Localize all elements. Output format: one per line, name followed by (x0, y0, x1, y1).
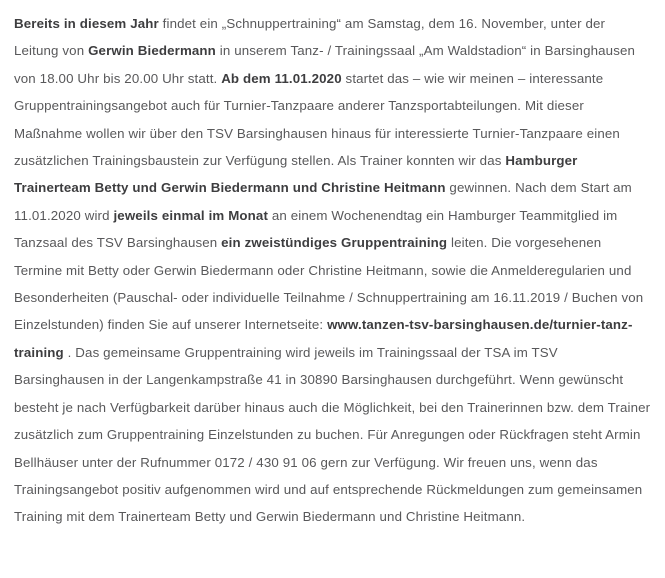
emphasis-text: jeweils einmal im Monat (113, 207, 269, 223)
emphasis-text: Gerwin Biedermann (88, 43, 216, 59)
body-text: startet das – wie wir meinen – interessante Gruppentrainingsangebot auch für Turnier-Tanzpaare anderer Tanzsportabteilungen. Mit dieser Maßnahme wollen wir über den TSV Barsinghausen hinaus für interessierte Turnier-Tanzpaare einen zusätzlichen Trainingsbaustein zur Verfügung stellen. Als Trainer konnten wir das (14, 70, 620, 169)
body-text: in unserem Tanz- / Trainingssaal „Am Waldstadion“ in Barsinghausen von 18.00 Uhr bis 20.00 Uhr statt. (14, 43, 636, 86)
body-text: gewinnen. Nach dem Start am 11.01.2020 wird (14, 180, 632, 223)
body-text: findet ein „Schnuppertraining“ am Samstag, dem 16. November, unter der Leitung von (14, 16, 606, 59)
emphasis-text: ein zweistündiges Gruppentraining (221, 235, 448, 251)
body-text: leiten. Die vorgesehenen Termine mit Betty oder Gerwin Biedermann oder Christine Heitmann, sowie die Anmelderegularien und Besonderheiten (Pauschal- oder individuelle Teilnahme / Schnuppertraining am 16.11.2019 / Buchen von Einzelstunden) finden Sie auf unserer Internetseite: (14, 235, 644, 333)
emphasis-text: Hamburger Trainerteam Betty und Gerwin Biedermann und Christine Heitmann (14, 153, 578, 196)
emphasis-text: Ab dem 11.01.2020 (221, 70, 342, 86)
announcement-paragraph (14, 10, 651, 531)
emphasis-text: www.tanzen-tsv-barsinghausen.de/turnier-tanz-training (14, 317, 633, 360)
body-text: an einem Wochenendtag ein Hamburger Teammitglied im Tanzsaal des TSV Barsinghausen (14, 207, 618, 251)
emphasis-text: Bereits in diesem Jahr (14, 16, 159, 31)
body-text: . Das gemeinsame Gruppentraining wird jeweils im Trainingssaal der TSA im TSV Barsinghausen in der Langenkampstraße 41 in 30890 Barsinghausen durchgeführt. Wenn gewünscht besteht je nach Verfügbarkeit darüber hinaus auch die Möglichkeit, bei den Trainerinnen bzw. dem Trainer zusätzlich zum Gruppentraining Einzelstunden zu buchen. Für Anregungen oder Rückfragen steht Armin Bellhäuser unter der Rufnummer 0172 / 430 91 06 gern zur Verfügung. Wir freuen uns, wenn das Trainingsangebot positiv aufgenommen wird und auf entsprechende Rückmeldungen zum gemeinsamen Training mit dem Trainerteam Betty und Gerwin Biedermann und Christine Heitmann. (14, 344, 651, 525)
